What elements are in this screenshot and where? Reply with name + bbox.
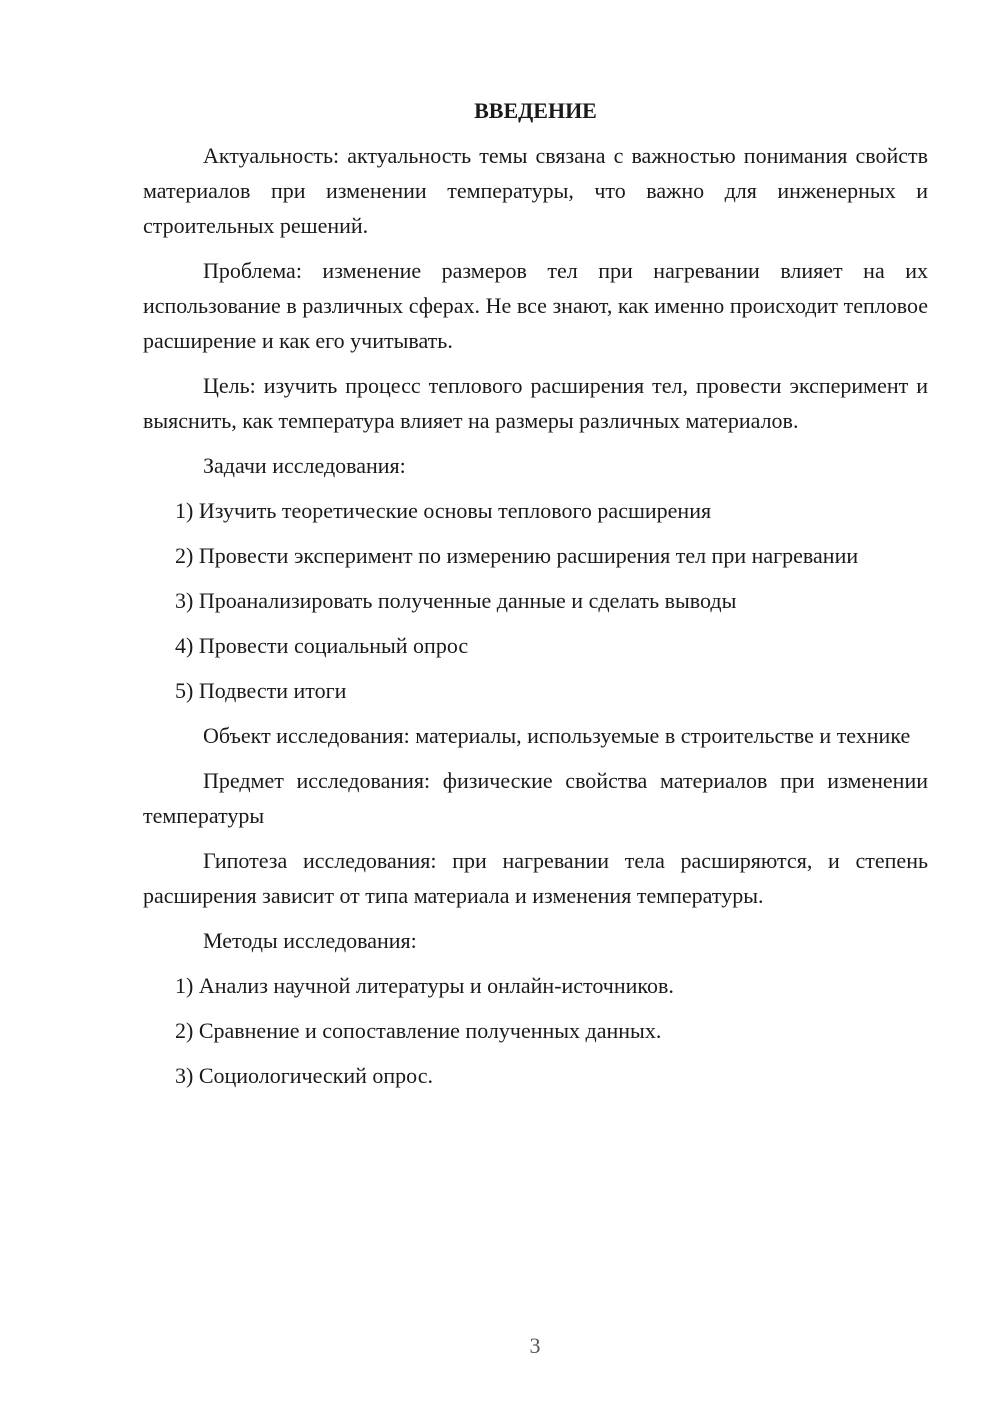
task-item: 2) Провести эксперимент по измерению расширения тел при нагревании [175,543,859,568]
task-item: 5) Подвести итоги [175,678,347,703]
problem-paragraph: Проблема: изменение размеров тел при нагревании влияет на их использование в различных сферах. Не все знают, как именно происходит тепловое расширение и как его учитывать. [143,258,928,353]
page-number: 3 [529,1333,541,1358]
document-page [143,93,928,1103]
method-item: 1) Анализ научной литературы и онлайн-источников. [175,973,674,998]
task-item: 4) Провести социальный опрос [175,633,469,658]
method-item: 3) Социологический опрос. [175,1063,433,1088]
task-item: 3) Проанализировать полученные данные и сделать выводы [175,588,737,613]
method-item: 2) Сравнение и сопоставление полученных данных. [175,1018,662,1043]
task-item: 1) Изучить теоретические основы теплового расширения [175,498,712,523]
object-paragraph: Объект исследования: материалы, используемые в строительстве и технике [203,723,911,748]
methods-heading: Методы исследования: [203,928,417,953]
goal-paragraph: Цель: изучить процесс теплового расширения тел, провести эксперимент и выяснить, как температура влияет на размеры различных материалов. [143,373,928,433]
tasks-heading: Задачи исследования: [203,453,406,478]
hypothesis-paragraph: Гипотеза исследования: при нагревании тела расширяются, и степень расширения зависит от типа материала и изменения температуры. [143,848,928,908]
relevance-paragraph: Актуальность: актуальность темы связана с важностью понимания свойств материалов при изменении температуры, что важно для инженерных и строительных решений. [143,143,928,238]
subject-paragraph: Предмет исследования: физические свойства материалов при изменении температуры [143,768,928,828]
section-title: ВВЕДЕНИЕ [474,98,597,123]
